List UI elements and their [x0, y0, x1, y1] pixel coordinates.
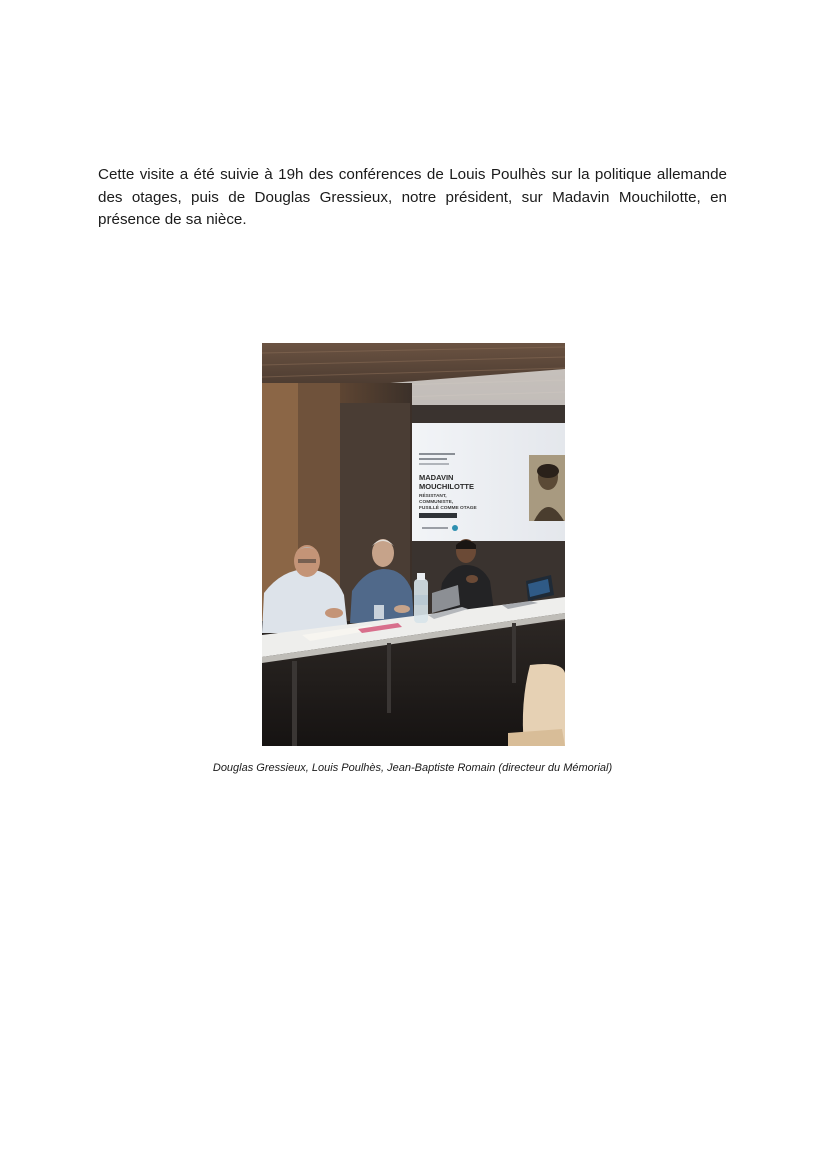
water-bottle: [414, 573, 428, 623]
screen-title-line1: MADAVIN: [419, 473, 454, 482]
body-paragraph: Cette visite a été suivie à 19h des conférences de Louis Poulhès sur la politique allemande des otages, puis de Douglas Gressieux, notre président, sur Madavin Mouchilotte, en présence de sa nièce.: [98, 166, 727, 229]
screen-title-line2: MOUCHILOTTE: [419, 482, 474, 491]
conference-photo: [262, 343, 565, 746]
screen-subtitle-line3: FUSILLÉ COMME OTAGE: [419, 506, 477, 511]
screen-subtitle-line1: RÉSISTANT,: [419, 494, 447, 499]
screen-subtitle-line2: COMMUNISTE,: [419, 500, 454, 505]
photo-caption: Douglas Gressieux, Louis Poulhès, Jean-Baptiste Romain (directeur du Mémorial): [212, 762, 613, 774]
projection-screen: [412, 423, 565, 541]
